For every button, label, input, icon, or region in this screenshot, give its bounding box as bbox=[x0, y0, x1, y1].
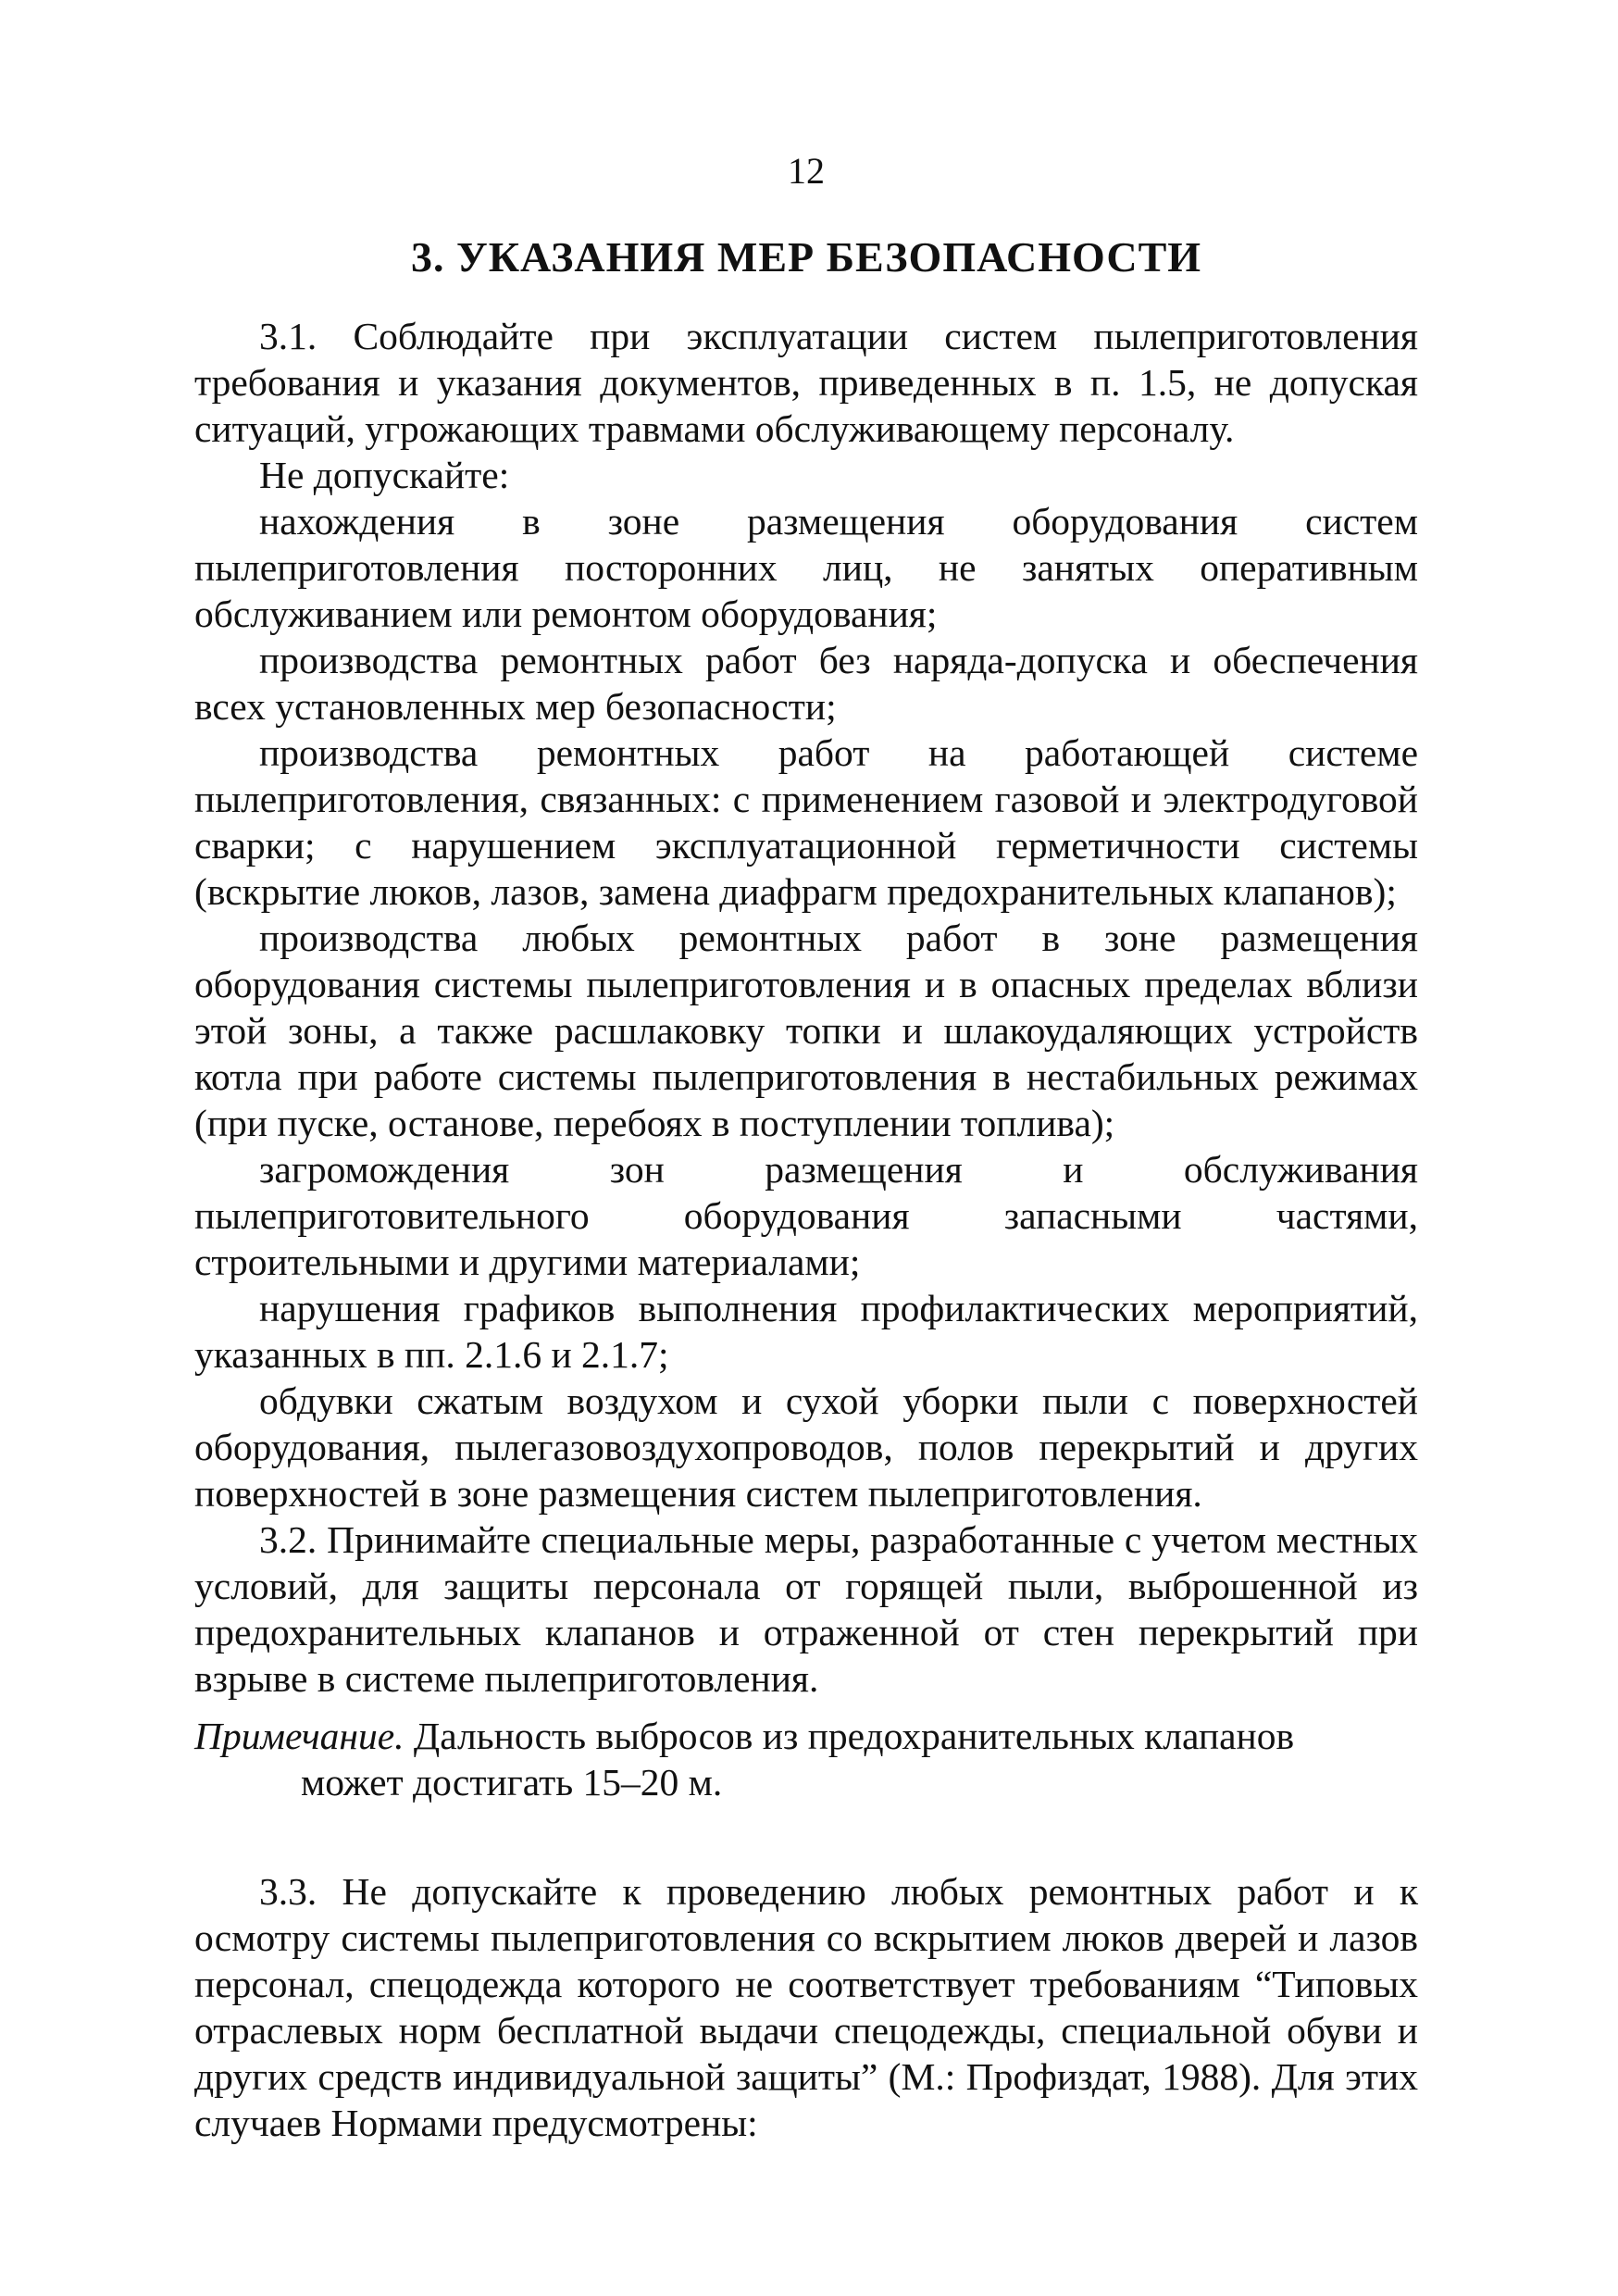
list-item: обдувки сжатым воздухом и сухой уборки пыли с поверхностей оборудования, пылегазовоздухопроводов, полов перекрытий и других поверхностей в зоне размещения систем пылеприготовления. bbox=[194, 1379, 1418, 1515]
note-line-1 bbox=[194, 1713, 1418, 1759]
list-item: нахождения в зоне размещения оборудования систем пылеприготовления посторонних лиц, не занятых оперативным обслуживанием или ремонтом оборудования; bbox=[194, 500, 1418, 635]
list-item: производства любых ремонтных работ в зоне размещения оборудования системы пылеприготовления и в опасных пределах вблизи этой зоны, а также расшлаковку топки и шлакоудаляющих устройств котла при работе системы пылеприготовления в нестабильных режимах (при пуске, останове, перебоях в поступлении топлива); bbox=[194, 917, 1418, 1144]
section-heading: 3. УКАЗАНИЯ МЕР БЕЗОПАСНОСТИ bbox=[410, 233, 1202, 281]
list-item: производства ремонтных работ без наряда-допуска и обеспечения всех установленных мер безопасности; bbox=[194, 639, 1418, 728]
list-item: загромождения зон размещения и обслуживания пылеприготовительного оборудования запасными частями, строительными и другими материалами; bbox=[194, 1148, 1418, 1283]
note-text-2: может достигать 15–20 м. bbox=[301, 1761, 723, 1803]
note-text-1: Дальность выбросов из предохранительных клапанов bbox=[413, 1715, 1295, 1757]
list-item: производства ремонтных работ на работающей системе пылеприготовления, связанных: с применением газовой и электродуговой сварки; с нарушением эксплуатационной герметичности системы (вскрытие люков, лазов, замена диафрагм предохранительных клапанов); bbox=[194, 731, 1418, 913]
document-page bbox=[194, 148, 1418, 2146]
note-block bbox=[194, 1713, 1418, 1805]
page-number: 12 bbox=[788, 150, 825, 192]
not-allowed-intro: Не допускайте: bbox=[259, 454, 510, 496]
paragraph-3-1: 3.1. Соблюдайте при эксплуатации систем пылеприготовления требования и указания документов, приведенных в п. 1.5, не допуская ситуаций, угрожающих травмами обслуживающему персоналу. bbox=[194, 315, 1418, 450]
paragraph-3-3: 3.3. Не допускайте к проведению любых ремонтных работ и к осмотру системы пылеприготовления со вскрытием люков дверей и лазов персонал, спецодежда которого не соответствует требованиям “Типовых отраслевых норм бесплатной выдачи спецодежды, специальной обуви и других средств индивидуальной защиты” (М.: Профиздат, 1988). Для этих случаев Нормами предусмотрены: bbox=[194, 1870, 1418, 2144]
list-item: нарушения графиков выполнения профилактических мероприятий, указанных в пп. 2.1.6 и 2.1.7; bbox=[194, 1287, 1418, 1376]
note-label: Примечание. bbox=[194, 1715, 404, 1757]
paragraph-3-2: 3.2. Принимайте специальные меры, разработанные с учетом местных условий, для защиты персонала от горящей пыли, выброшенной из предохранительных клапанов и отраженной от стен перекрытий при взрыве в системе пылеприготовления. bbox=[194, 1518, 1418, 1700]
